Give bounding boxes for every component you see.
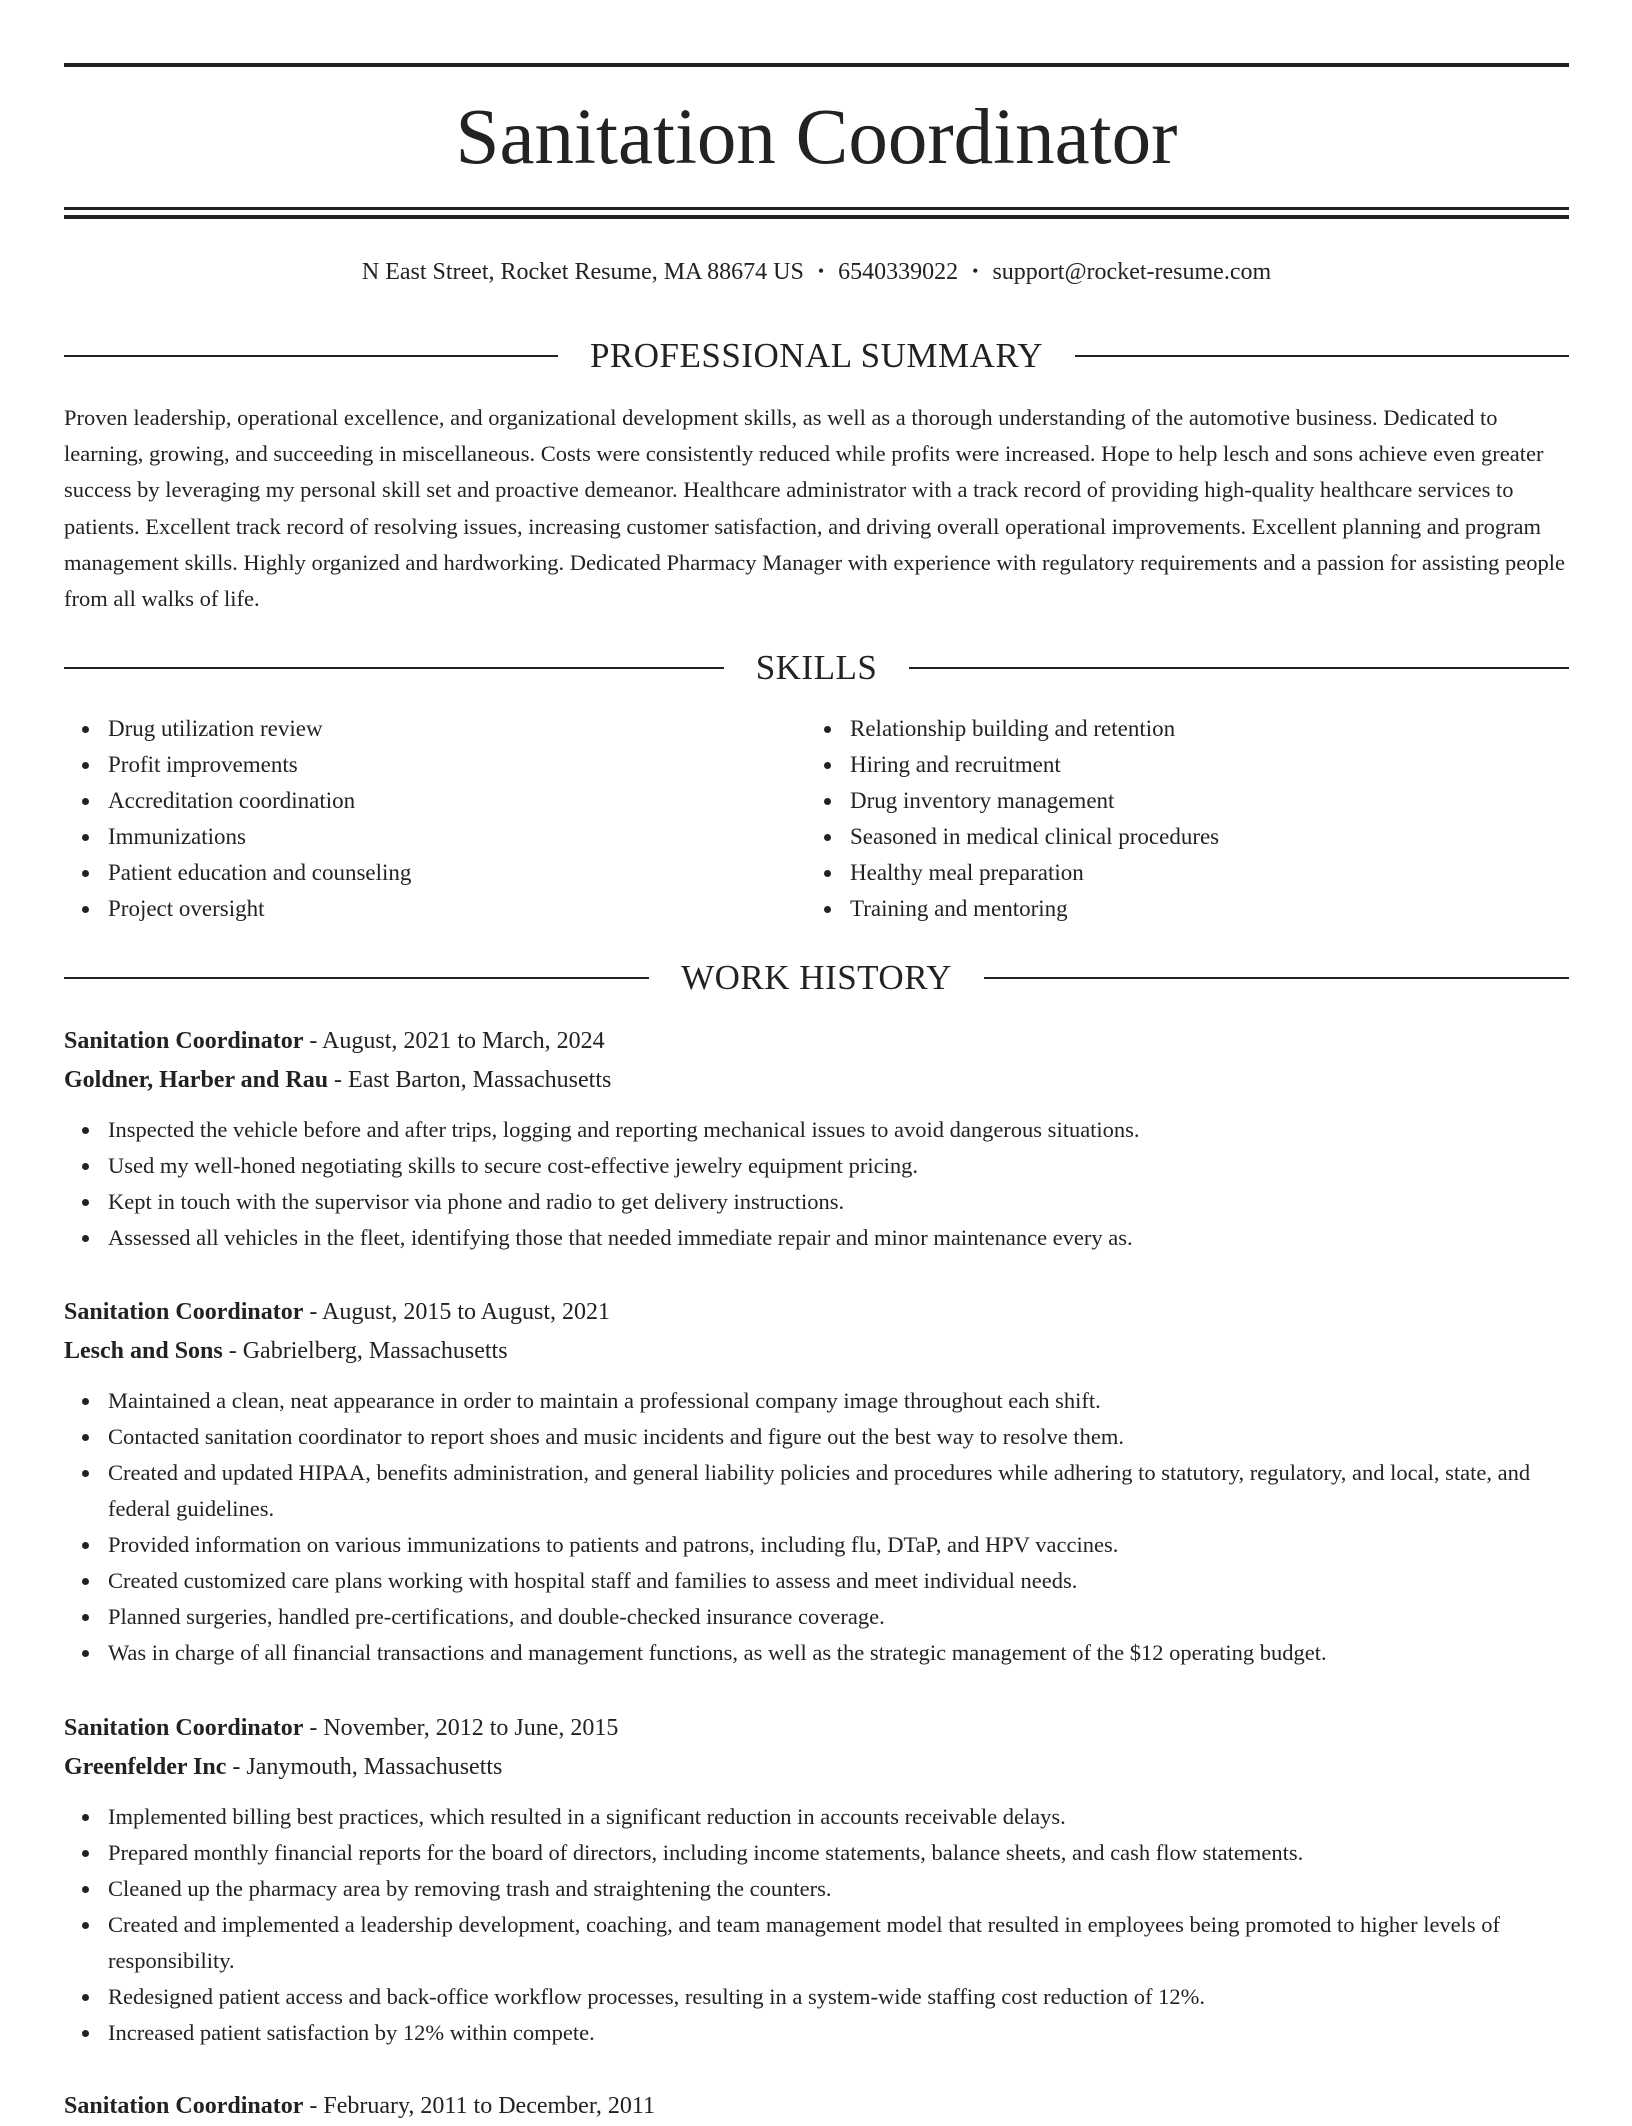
heading-rule-right <box>1075 355 1569 357</box>
heading-rule-left <box>64 977 649 979</box>
skill-item: Immunizations <box>108 819 806 855</box>
job-company-line <box>64 1748 1569 1787</box>
job-bullet: Used my well-honed negotiating skills to secure cost-effective jewelry equipment pricing. <box>108 1148 1569 1184</box>
job-bullet: Contacted sanitation coordinator to report shoes and music incidents and figure out the best way to resolve them. <box>108 1419 1569 1455</box>
resume-title: Sanitation Coordinator <box>455 94 1178 181</box>
skills-heading <box>64 648 1569 688</box>
job-title-line <box>64 1293 1569 1332</box>
work-history-heading-text: WORK HISTORY <box>681 958 952 997</box>
job-company: Lesch and Sons <box>64 1338 223 1364</box>
job-entry <box>64 1022 1569 1256</box>
skill-item: Healthy meal preparation <box>850 855 1548 891</box>
heading-rule-left <box>64 355 558 357</box>
skill-item: Patient education and counseling <box>108 855 806 891</box>
job-bullet: Maintained a clean, neat appearance in order to maintain a professional company image throughout each shift. <box>108 1383 1569 1419</box>
job-bullets <box>64 1112 1569 1256</box>
skill-item: Project oversight <box>108 891 806 927</box>
job-entry <box>64 1293 1569 1671</box>
job-bullet: Created and implemented a leadership development, coaching, and team management model that resulted in employees being promoted to higher levels of responsibility. <box>108 1907 1569 1979</box>
job-bullet: Inspected the vehicle before and after trips, logging and reporting mechanical issues to avoid dangerous situations. <box>108 1112 1569 1148</box>
heading-rule-right <box>984 977 1569 979</box>
job-location: - East Barton, Massachusetts <box>328 1067 612 1093</box>
job-location: - Gabrielberg, Massachusetts <box>222 1338 508 1364</box>
job-bullet: Prepared monthly financial reports for the board of directors, including income statements, balance sheets, and cash flow statements. <box>108 1835 1569 1871</box>
job-bullet: Assessed all vehicles in the fleet, identifying those that needed immediate repair and minor maintenance every as. <box>108 1220 1569 1256</box>
job-bullets <box>64 1799 1569 2051</box>
job-title: Sanitation Coordinator <box>64 1715 304 1741</box>
job-bullet: Implemented billing best practices, which resulted in a significant reduction in accounts receivable delays. <box>108 1799 1569 1835</box>
job-bullet: Planned surgeries, handled pre-certifications, and double-checked insurance coverage. <box>108 1599 1569 1635</box>
header-top-rule <box>64 63 1569 67</box>
job-title-line <box>64 1709 1569 1748</box>
job-bullet: Created and updated HIPAA, benefits administration, and general liability policies and procedures while adhering to statutory, regulatory, and local, state, and federal guidelines. <box>108 1455 1569 1527</box>
job-title: Sanitation Coordinator <box>64 2093 304 2119</box>
skills-column-right <box>806 711 1548 927</box>
skills-list <box>64 711 1569 927</box>
job-location: - Janymouth, Massachusetts <box>226 1754 503 1780</box>
contact-phone[interactable]: 6540339022 <box>838 259 959 285</box>
job-dates: - August, 2021 to March, 2024 <box>303 1028 605 1054</box>
job-dates: - November, 2012 to June, 2015 <box>303 1715 619 1741</box>
heading-rule-right <box>909 667 1569 669</box>
skill-item: Profit improvements <box>108 747 806 783</box>
job-entry <box>64 1709 1569 2051</box>
job-bullet: Cleaned up the pharmacy area by removing trash and straightening the counters. <box>108 1871 1569 1907</box>
summary-heading-text: PROFESSIONAL SUMMARY <box>589 336 1044 375</box>
job-entry <box>64 2087 1569 2126</box>
header-double-rule-lower <box>64 215 1569 219</box>
job-company-line <box>64 1061 1569 1100</box>
summary-heading <box>64 336 1569 376</box>
contact-line <box>64 255 1569 288</box>
job-title: Sanitation Coordinator <box>64 1299 304 1325</box>
summary-text: Proven leadership, operational excellence, and organizational development skills, as well as a thorough understanding of the automotive business. Dedicated to learning, growing, and succeeding in miscellaneous. Costs were consistently reduced while profits were increased. Hope to help lesch and sons achieve even greater success by leveraging my personal skill set and proactive demeanor. Healthcare administrator with a track record of providing high-quality healthcare services to patients. Excellent track record of resolving issues, increasing customer satisfaction, and driving overall operational improvements. Excellent planning and program management skills. Highly organized and hardworking. Dedicated Pharmacy Manager with experience with regulatory requirements and a passion for assisting people from all walks of life. <box>64 405 1566 612</box>
job-dates: - February, 2011 to December, 2011 <box>303 2093 655 2119</box>
skill-item: Hiring and recruitment <box>850 747 1548 783</box>
skill-item: Seasoned in medical clinical procedures <box>850 819 1548 855</box>
job-bullet: Increased patient satisfaction by 12% within compete. <box>108 2015 1569 2051</box>
contact-separator: • <box>972 261 979 281</box>
skills-column-left <box>64 711 806 927</box>
skill-item: Drug utilization review <box>108 711 806 747</box>
contact-separator: • <box>817 261 825 281</box>
job-company: Goldner, Harber and Rau <box>64 1067 329 1093</box>
work-history-heading <box>64 958 1569 998</box>
job-company-line <box>64 1332 1569 1371</box>
job-company: Greenfelder Inc <box>64 1754 227 1780</box>
job-title-line <box>64 1022 1569 1061</box>
skill-item: Training and mentoring <box>850 891 1548 927</box>
job-dates: - August, 2015 to August, 2021 <box>303 1299 611 1325</box>
skill-item: Drug inventory management <box>850 783 1548 819</box>
job-bullet: Created customized care plans working with hospital staff and families to assess and meet individual needs. <box>108 1563 1569 1599</box>
job-bullet: Kept in touch with the supervisor via phone and radio to get delivery instructions. <box>108 1184 1569 1220</box>
job-title: Sanitation Coordinator <box>64 1028 304 1054</box>
header-double-rule-upper <box>64 207 1569 210</box>
skill-item: Relationship building and retention <box>850 711 1548 747</box>
skills-heading-text: SKILLS <box>755 648 878 687</box>
contact-email[interactable]: support@rocket-resume.com <box>992 259 1272 285</box>
job-bullet: Provided information on various immunizations to patients and patrons, including flu, DTaP, and HPV vaccines. <box>108 1527 1569 1563</box>
contact-address: N East Street, Rocket Resume, MA 88674 US <box>361 259 804 285</box>
heading-rule-left <box>64 667 724 669</box>
job-bullet: Redesigned patient access and back-office workflow processes, resulting in a system-wide staffing cost reduction of 12%. <box>108 1979 1569 2015</box>
job-title-line <box>64 2087 1569 2126</box>
job-bullets <box>64 1383 1569 1671</box>
job-bullet: Was in charge of all financial transactions and management functions, as well as the strategic management of the $12 operating budget. <box>108 1635 1569 1671</box>
skill-item: Accreditation coordination <box>108 783 806 819</box>
